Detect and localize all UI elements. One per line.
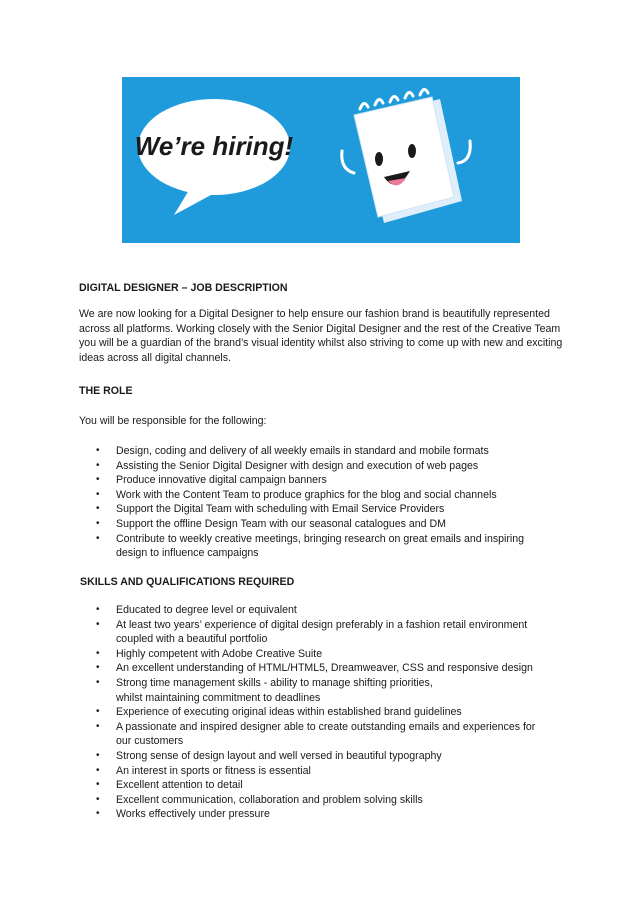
list-item-text: design to influence campaigns <box>116 547 259 560</box>
bullet-icon: • <box>96 764 100 776</box>
list-item <box>79 661 569 676</box>
list-item <box>79 502 569 517</box>
bullet-icon: • <box>96 618 100 630</box>
list-item-text: Highly competent with Adobe Creative Suite <box>116 647 323 660</box>
bullet-icon: • <box>96 808 100 820</box>
list-item <box>79 807 569 822</box>
list-item-text: coupled with a beautiful portfolio <box>116 633 268 646</box>
list-item-text: Excellent communication, collaboration and problem solving skills <box>116 793 423 806</box>
list-item-text: Strong sense of design layout and well versed in beautiful typography <box>116 749 442 762</box>
role-lead: You will be responsible for the following: <box>79 415 267 427</box>
bullet-icon: • <box>96 793 100 805</box>
list-item <box>79 488 569 503</box>
list-item-text: Strong time management skills - ability to manage shifting priorities, <box>116 676 433 689</box>
list-item <box>79 517 569 532</box>
bullet-icon: • <box>96 517 100 529</box>
list-item-text: Assisting the Senior Digital Designer with design and execution of web pages <box>116 459 479 472</box>
list-item-text: Works effectively under pressure <box>116 808 270 821</box>
list-item-text: A passionate and inspired designer able to create outstanding emails and experiences for <box>116 720 536 733</box>
hiring-illustration <box>122 77 520 243</box>
banner-text: We’re hiring! <box>134 131 294 161</box>
bullet-icon: • <box>96 647 100 659</box>
list-item-text: Experience of executing original ideas within established brand guidelines <box>116 706 462 719</box>
list-item-text: Support the offline Design Team with our seasonal catalogues and DM <box>116 517 446 530</box>
list-item <box>79 705 569 720</box>
role-list <box>79 444 569 561</box>
hiring-banner <box>122 77 520 243</box>
list-item <box>79 749 569 764</box>
list-item <box>79 532 569 561</box>
list-item-text: Educated to degree level or equivalent <box>116 604 297 616</box>
list-item-text: Work with the Content Team to produce graphics for the blog and social channels <box>116 488 497 501</box>
role-heading: THE ROLE <box>79 385 133 397</box>
list-item-text: whilst maintaining commitment to deadlines <box>116 691 321 704</box>
bullet-icon: • <box>96 445 100 456</box>
bullet-icon: • <box>96 706 100 718</box>
list-item <box>79 793 569 808</box>
bullet-icon: • <box>96 749 100 761</box>
list-item-text: Design, coding and delivery of all weekly emails in standard and mobile formats <box>116 445 489 457</box>
list-item-text: our customers <box>116 735 184 748</box>
list-item-text: Produce innovative digital campaign banners <box>116 474 327 487</box>
list-item <box>79 676 569 705</box>
list-item <box>79 778 569 793</box>
list-item <box>79 720 569 749</box>
bullet-icon: • <box>96 676 100 688</box>
list-item <box>79 764 569 779</box>
list-item-text: Excellent attention to detail <box>116 779 243 792</box>
list-item <box>79 647 569 662</box>
bullet-icon: • <box>96 779 100 791</box>
list-item <box>79 603 569 618</box>
bullet-icon: • <box>96 503 100 515</box>
page-title: DIGITAL DESIGNER – JOB DESCRIPTION <box>79 282 288 294</box>
list-item <box>79 473 569 488</box>
bullet-icon: • <box>96 604 100 615</box>
list-item <box>79 459 569 474</box>
list-item <box>79 444 569 459</box>
skills-list <box>79 603 569 822</box>
bullet-icon: • <box>96 662 100 674</box>
list-item-text: Contribute to weekly creative meetings, bringing research on great emails and inspiring <box>116 532 525 545</box>
bullet-icon: • <box>96 532 100 544</box>
intro-paragraph: We are now looking for a Digital Designer to help ensure our fashion brand is beautifully represented across all platforms. Working closely with the Senior Digital Designer and the rest of the Creative Team you will be a guardian of the brand’s visual identity whilst also striving to come up with new and exciting ideas across all digital channels. <box>79 308 563 364</box>
list-item-text: At least two years’ experience of digital design preferably in a fashion retail environment <box>116 618 528 631</box>
list-item <box>79 618 569 647</box>
bullet-icon: • <box>96 474 100 486</box>
list-item-text: An interest in sports or fitness is essential <box>116 764 311 777</box>
list-item-text: An excellent understanding of HTML/HTML5, Dreamweaver, CSS and responsive design <box>116 662 533 675</box>
skills-heading: SKILLS AND QUALIFICATIONS REQUIRED <box>80 576 295 588</box>
bullet-icon: • <box>96 488 100 500</box>
bullet-icon: • <box>96 459 100 471</box>
bullet-icon: • <box>96 720 100 732</box>
list-item-text: Support the Digital Team with scheduling with Email Service Providers <box>116 503 445 516</box>
